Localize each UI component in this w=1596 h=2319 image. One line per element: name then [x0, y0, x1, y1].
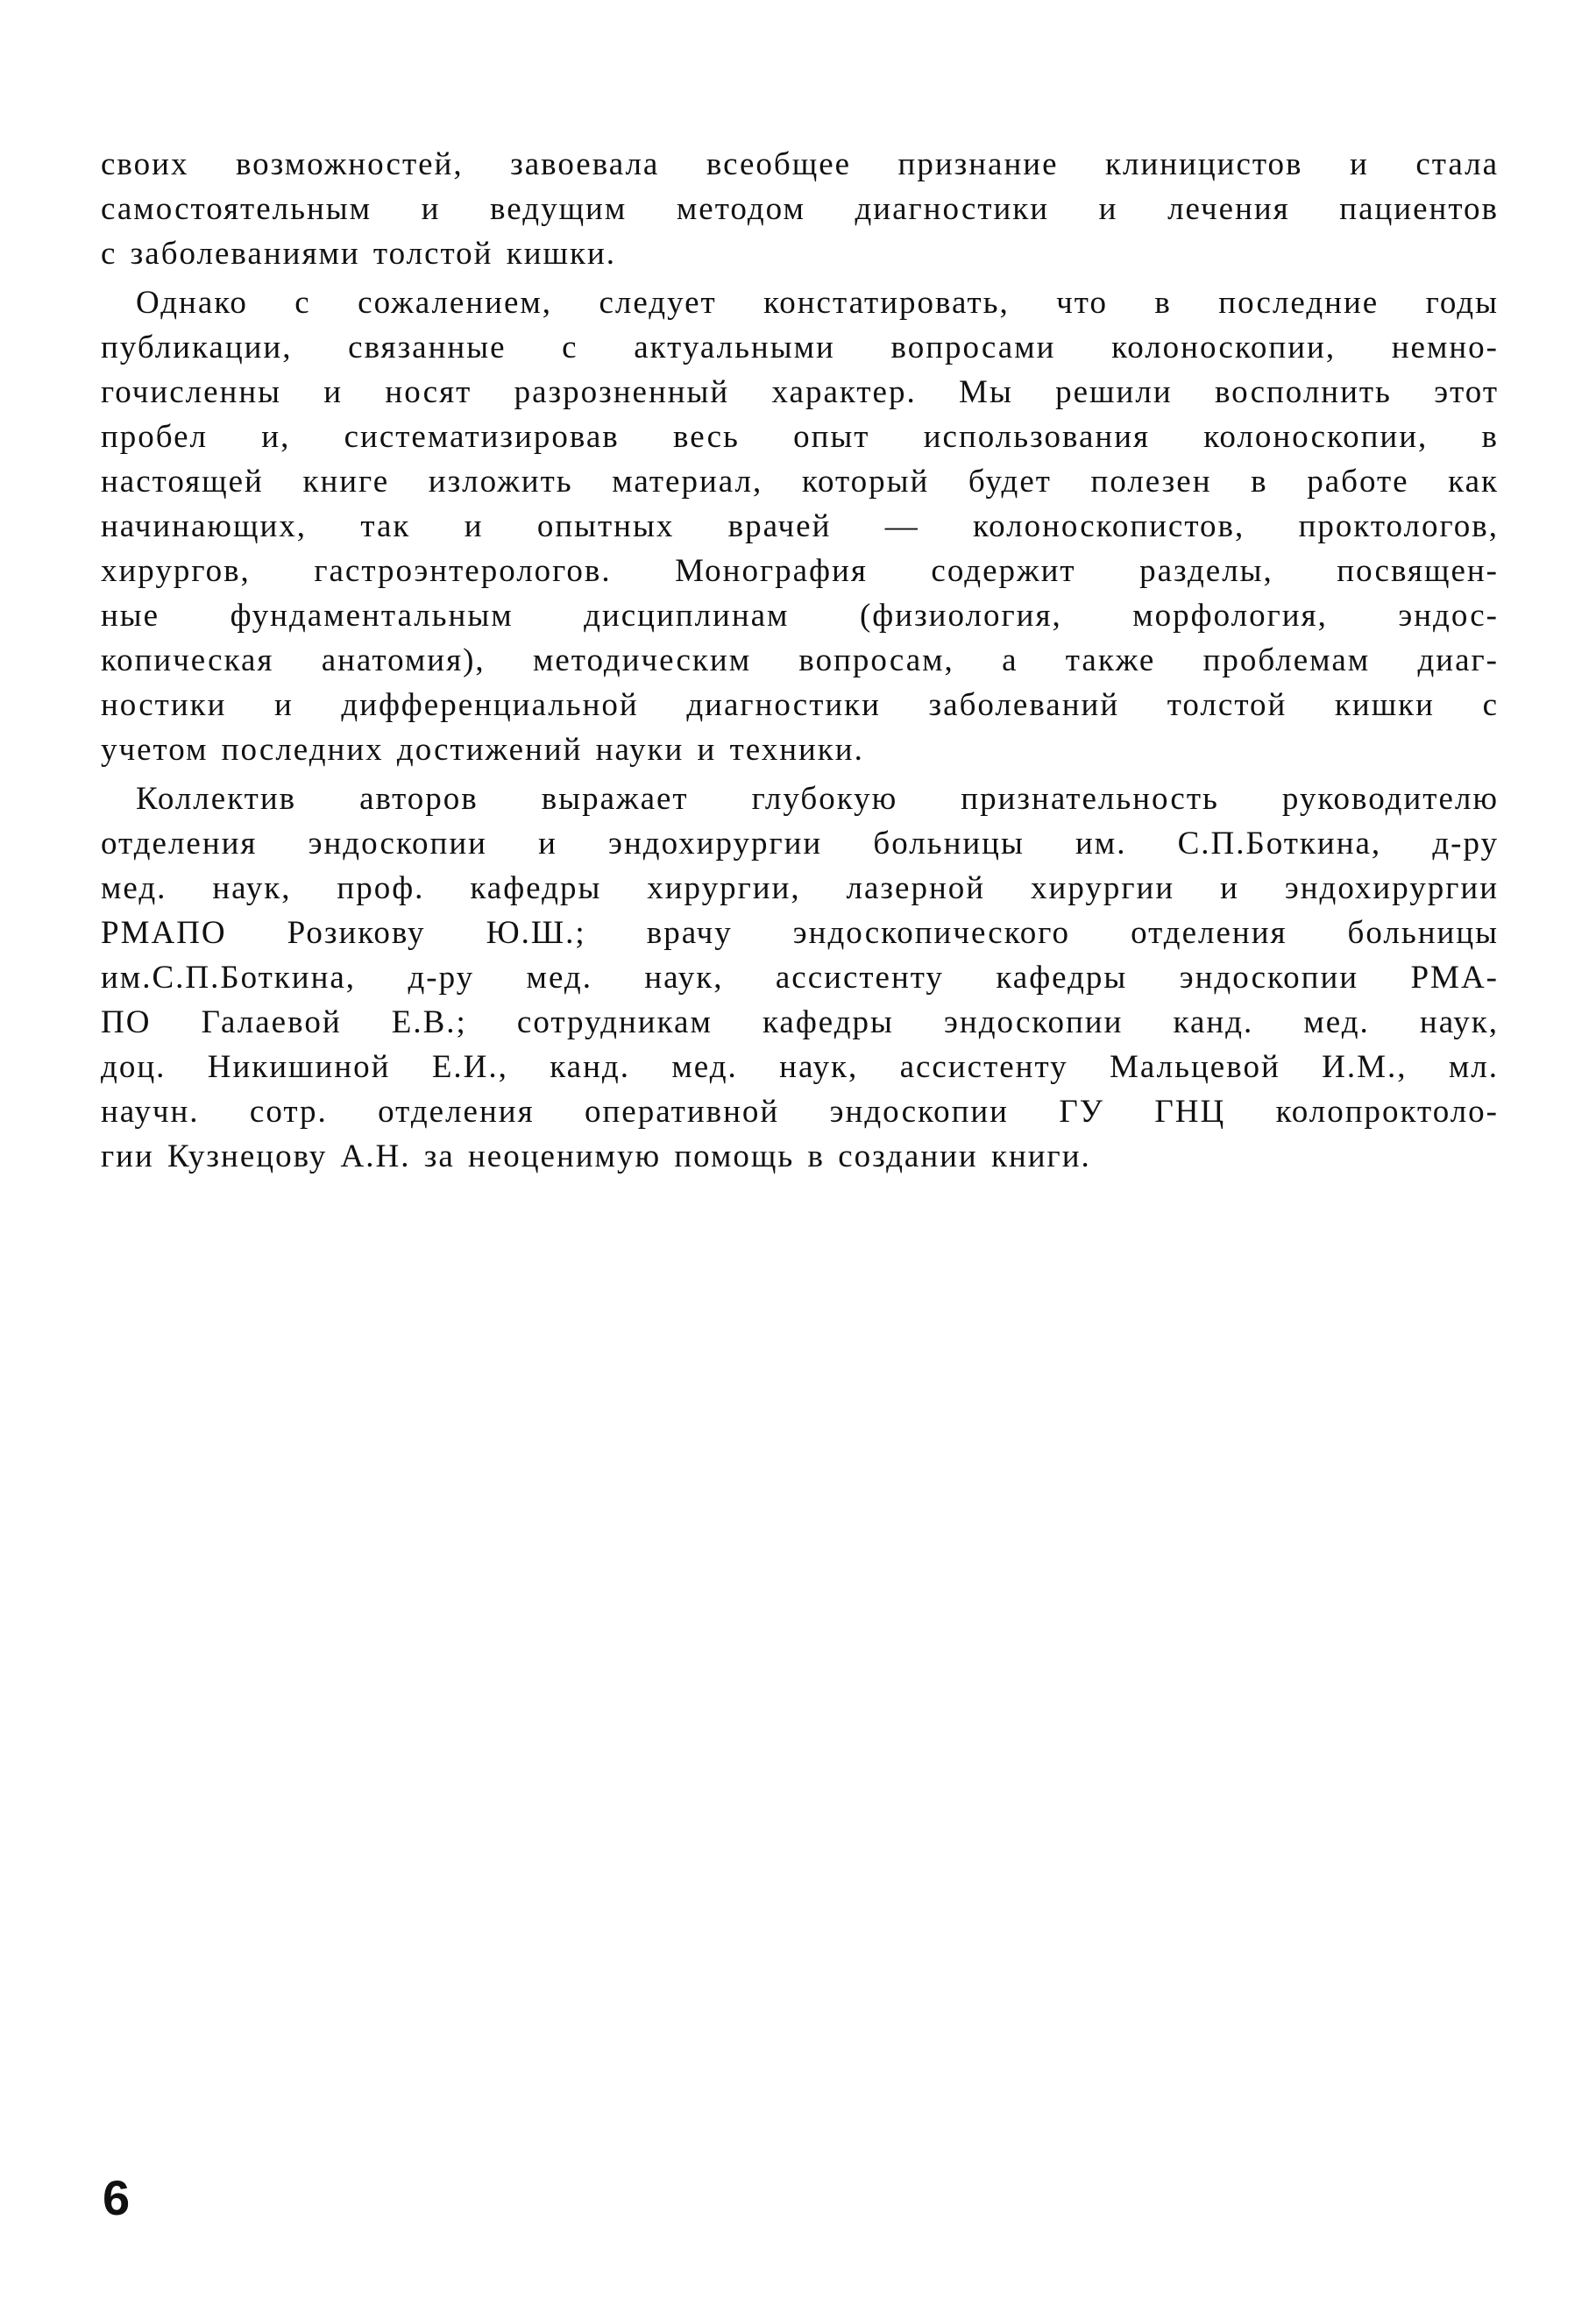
paragraph-1	[101, 142, 1499, 276]
text-line: ностики и дифференциальной диагностики заболеваний толстой кишки с	[101, 687, 1499, 723]
text-line: ные фундаментальным дисциплинам (физиология, морфология, эндос-	[101, 598, 1499, 634]
body-text	[101, 142, 1499, 1179]
text-line: РМАПО Розикову Ю.Ш.; врачу эндоскопического отделения больницы	[101, 915, 1499, 951]
text-line: Однако с сожалением, следует констатировать, что в последние годы	[136, 285, 1499, 321]
text-line: самостоятельным и ведущим методом диагностики и лечения пациентов	[101, 191, 1499, 227]
text-line: начинающих, так и опытных врачей — колоноскопистов, проктологов,	[101, 508, 1499, 544]
text-line: отделения эндоскопии и эндохирургии больницы им. С.П.Боткина, д-ру	[101, 826, 1499, 862]
text-line: публикации, связанные с актуальными вопросами колоноскопии, немно-	[101, 330, 1499, 365]
text-line: ПО Галаевой Е.В.; сотрудникам кафедры эндоскопии канд. мед. наук,	[101, 1004, 1499, 1040]
text-line: своих возможностей, завоевала всеобщее признание клиницистов и стала	[101, 146, 1499, 182]
text-line: мед. наук, проф. кафедры хирургии, лазерной хирургии и эндохирургии	[101, 870, 1499, 906]
text-line: учетом последних достижений науки и техники.	[101, 732, 864, 768]
paragraph-2	[101, 280, 1499, 772]
text-line: хирургов, гастроэнтерологов. Монография содержит разделы, посвящен-	[101, 553, 1499, 589]
text-line: гочисленны и носят разрозненный характер. Мы решили восполнить этот	[101, 374, 1499, 410]
text-line: научн. сотр. отделения оперативной эндоскопии ГУ ГНЦ колопроктоло-	[101, 1094, 1499, 1130]
text-line: копическая анатомия), методическим вопросам, а также проблемам диаг-	[101, 642, 1499, 678]
text-line: с заболеваниями толстой кишки.	[101, 236, 617, 272]
text-line: доц. Никишиной Е.И., канд. мед. наук, ассистенту Мальцевой И.М., мл.	[101, 1049, 1499, 1085]
paragraph-3	[101, 777, 1499, 1179]
text-line: настоящей книге изложить материал, который будет полезен в работе как	[101, 464, 1499, 500]
page-number: 6	[103, 2170, 131, 2225]
text-line: пробел и, систематизировав весь опыт использования колоноскопии, в	[101, 419, 1499, 455]
text-line: Коллектив авторов выражает глубокую признательность руководителю	[136, 781, 1499, 817]
text-line: им.С.П.Боткина, д-ру мед. наук, ассистенту кафедры эндоскопии РМА-	[101, 960, 1499, 996]
text-line: гии Кузнецову А.Н. за неоценимую помощь в создании книги.	[101, 1138, 1091, 1174]
